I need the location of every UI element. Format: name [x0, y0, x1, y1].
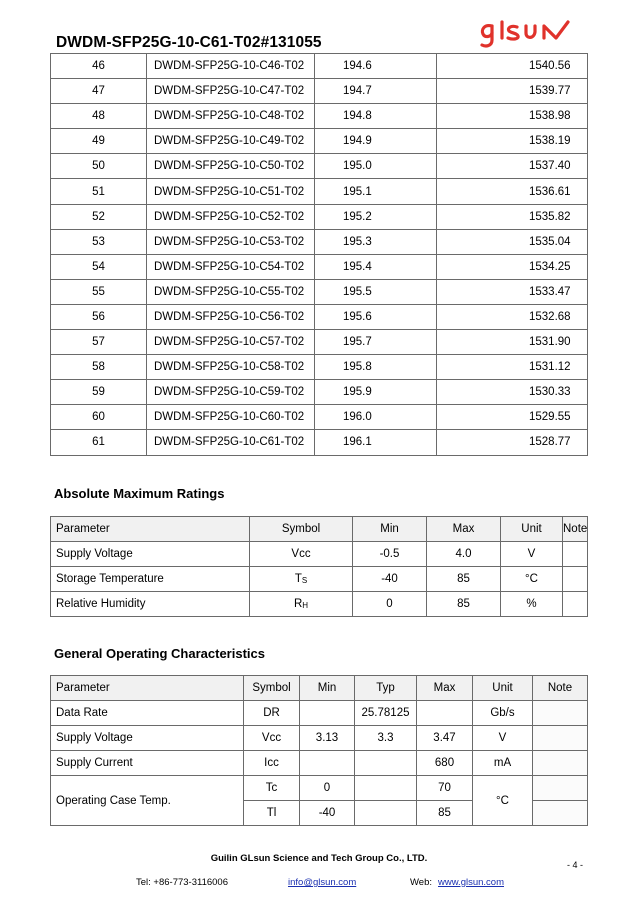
- symbol-text: T: [294, 573, 302, 585]
- part-number: DWDM-SFP25G-10-C53-T02: [147, 229, 315, 254]
- channel-number: 56: [51, 304, 147, 329]
- frequency-thz: 196.1: [315, 430, 437, 455]
- unit-cell: °C: [473, 776, 533, 826]
- frequency-thz: 195.6: [315, 304, 437, 329]
- symbol-cell: Tc: [244, 776, 300, 801]
- typ-cell: [355, 776, 417, 801]
- parameter-cell: Operating Case Temp.: [51, 776, 244, 826]
- symbol-cell: DR: [244, 701, 300, 726]
- website-link[interactable]: www.glsun.com: [438, 877, 504, 888]
- min-cell: [300, 751, 355, 776]
- channel-number: 61: [51, 430, 147, 455]
- symbol-text: Vcc: [291, 548, 311, 560]
- channel-number: 47: [51, 79, 147, 104]
- part-number: DWDM-SFP25G-10-C60-T02: [147, 405, 315, 430]
- goc-title: General Operating Characteristics: [54, 646, 265, 661]
- part-number: DWDM-SFP25G-10-C58-T02: [147, 355, 315, 380]
- parameter-cell: Data Rate: [51, 701, 244, 726]
- channel-row: [51, 330, 588, 355]
- column-header: Min: [353, 517, 427, 542]
- goc-header-row: [51, 676, 588, 701]
- symbol-cell: [250, 567, 353, 592]
- wavelength-nm: 1538.19: [437, 129, 588, 154]
- wavelength-nm: 1531.90: [437, 330, 588, 355]
- part-number: DWDM-SFP25G-10-C47-T02: [147, 79, 315, 104]
- goc-table: [50, 675, 588, 826]
- wavelength-nm: 1528.77: [437, 430, 588, 455]
- part-number: DWDM-SFP25G-10-C59-T02: [147, 380, 315, 405]
- channel-number: 52: [51, 204, 147, 229]
- goc-row: [51, 776, 588, 801]
- max-cell: 680: [417, 751, 473, 776]
- wavelength-nm: 1530.33: [437, 380, 588, 405]
- footer-tel: Tel: +86-773-3116006: [136, 877, 228, 888]
- abs-max-title: Absolute Maximum Ratings: [54, 486, 225, 501]
- note-cell: [533, 776, 588, 801]
- note-cell: [533, 751, 588, 776]
- part-number: DWDM-SFP25G-10-C50-T02: [147, 154, 315, 179]
- part-number: DWDM-SFP25G-10-C55-T02: [147, 279, 315, 304]
- wavelength-nm: 1536.61: [437, 179, 588, 204]
- document-title: DWDM-SFP25G-10-C61-T02#131055: [56, 34, 322, 51]
- part-number: DWDM-SFP25G-10-C56-T02: [147, 304, 315, 329]
- channel-number: 58: [51, 355, 147, 380]
- frequency-thz: 195.7: [315, 330, 437, 355]
- wavelength-nm: 1539.77: [437, 79, 588, 104]
- channel-row: [51, 430, 588, 455]
- column-header: Min: [300, 676, 355, 701]
- channel-number: 55: [51, 279, 147, 304]
- symbol-cell: [250, 542, 353, 567]
- channel-row: [51, 179, 588, 204]
- channel-number: 51: [51, 179, 147, 204]
- symbol-cell: Icc: [244, 751, 300, 776]
- footer-company: Guilin GLsun Science and Tech Group Co., LTD.: [210, 853, 428, 864]
- channel-number: 50: [51, 154, 147, 179]
- channel-row: [51, 304, 588, 329]
- unit-cell: °C: [501, 567, 563, 592]
- channel-number: 60: [51, 405, 147, 430]
- frequency-thz: 195.4: [315, 254, 437, 279]
- typ-cell: 25.78125: [355, 701, 417, 726]
- part-number: DWDM-SFP25G-10-C61-T02: [147, 430, 315, 455]
- column-header: Symbol: [250, 517, 353, 542]
- max-cell: 3.47: [417, 726, 473, 751]
- channel-row: [51, 254, 588, 279]
- goc-row: [51, 751, 588, 776]
- goc-row: [51, 726, 588, 751]
- abs-row: [51, 592, 588, 617]
- min-cell: 3.13: [300, 726, 355, 751]
- max-cell: 85: [417, 801, 473, 826]
- column-header: Max: [427, 517, 501, 542]
- wavelength-nm: 1534.25: [437, 254, 588, 279]
- part-number: DWDM-SFP25G-10-C46-T02: [147, 54, 315, 79]
- column-header: Parameter: [51, 517, 250, 542]
- channel-row: [51, 405, 588, 430]
- max-cell: [417, 701, 473, 726]
- part-number: DWDM-SFP25G-10-C51-T02: [147, 179, 315, 204]
- wavelength-nm: 1535.04: [437, 229, 588, 254]
- channel-row: [51, 79, 588, 104]
- symbol-subscript: S: [301, 576, 308, 585]
- frequency-thz: 195.2: [315, 204, 437, 229]
- unit-cell: %: [501, 592, 563, 617]
- max-cell: 4.0: [427, 542, 501, 567]
- column-header: Unit: [501, 517, 563, 542]
- note-cell: [563, 542, 588, 567]
- column-header: Symbol: [244, 676, 300, 701]
- note-cell: [563, 592, 588, 617]
- column-header: Max: [417, 676, 473, 701]
- channel-row: [51, 279, 588, 304]
- part-number: DWDM-SFP25G-10-C49-T02: [147, 129, 315, 154]
- unit-cell: mA: [473, 751, 533, 776]
- wavelength-nm: 1535.82: [437, 204, 588, 229]
- wavelength-nm: 1529.55: [437, 405, 588, 430]
- parameter-cell: Supply Voltage: [51, 726, 244, 751]
- wavelength-nm: 1540.56: [437, 54, 588, 79]
- wavelength-nm: 1532.68: [437, 304, 588, 329]
- wavelength-nm: 1531.12: [437, 355, 588, 380]
- min-cell: -40: [300, 801, 355, 826]
- min-cell: 0: [300, 776, 355, 801]
- channel-row: [51, 204, 588, 229]
- frequency-thz: 194.7: [315, 79, 437, 104]
- symbol-subscript: H: [302, 601, 309, 610]
- abs-row: [51, 567, 588, 592]
- note-cell: [563, 567, 588, 592]
- min-cell: 0: [353, 592, 427, 617]
- parameter-cell: Relative Humidity: [51, 592, 250, 617]
- parameter-cell: Storage Temperature: [51, 567, 250, 592]
- part-number: DWDM-SFP25G-10-C52-T02: [147, 204, 315, 229]
- typ-cell: 3.3: [355, 726, 417, 751]
- channel-number: 46: [51, 54, 147, 79]
- channel-number: 59: [51, 380, 147, 405]
- column-header: Typ: [355, 676, 417, 701]
- email-link[interactable]: info@glsun.com: [288, 877, 357, 888]
- max-cell: 85: [427, 567, 501, 592]
- frequency-thz: 195.0: [315, 154, 437, 179]
- max-cell: 85: [427, 592, 501, 617]
- channel-number: 49: [51, 129, 147, 154]
- note-cell: [533, 701, 588, 726]
- frequency-thz: 196.0: [315, 405, 437, 430]
- wavelength-nm: 1537.40: [437, 154, 588, 179]
- max-cell: 70: [417, 776, 473, 801]
- symbol-cell: [250, 592, 353, 617]
- abs-max-table: [50, 516, 588, 617]
- web-label: Web:: [410, 877, 433, 888]
- unit-cell: V: [473, 726, 533, 751]
- part-number: DWDM-SFP25G-10-C57-T02: [147, 330, 315, 355]
- column-header: Note: [533, 676, 588, 701]
- channel-row: [51, 129, 588, 154]
- unit-cell: Gb/s: [473, 701, 533, 726]
- frequency-thz: 195.5: [315, 279, 437, 304]
- min-cell: [300, 701, 355, 726]
- frequency-thz: 195.8: [315, 355, 437, 380]
- column-header: Parameter: [51, 676, 244, 701]
- typ-cell: [355, 801, 417, 826]
- parameter-cell: Supply Current: [51, 751, 244, 776]
- frequency-thz: 194.6: [315, 54, 437, 79]
- min-cell: -0.5: [353, 542, 427, 567]
- frequency-thz: 194.8: [315, 104, 437, 129]
- glsun-logo: [478, 18, 578, 50]
- note-cell: [533, 726, 588, 751]
- channel-row: [51, 54, 588, 79]
- channel-number: 53: [51, 229, 147, 254]
- channel-row: [51, 355, 588, 380]
- channel-row: [51, 229, 588, 254]
- symbol-cell: Tl: [244, 801, 300, 826]
- min-cell: -40: [353, 567, 427, 592]
- channel-row: [51, 380, 588, 405]
- frequency-thz: 194.9: [315, 129, 437, 154]
- part-number: DWDM-SFP25G-10-C48-T02: [147, 104, 315, 129]
- channel-table: [50, 53, 588, 456]
- frequency-thz: 195.9: [315, 380, 437, 405]
- note-cell: [533, 801, 588, 826]
- channel-row: [51, 104, 588, 129]
- wavelength-nm: 1538.98: [437, 104, 588, 129]
- symbol-cell: Vcc: [244, 726, 300, 751]
- page-number: - 4 -: [567, 860, 584, 870]
- column-header: Note: [563, 517, 588, 542]
- channel-row: [51, 154, 588, 179]
- frequency-thz: 195.1: [315, 179, 437, 204]
- abs-header-row: [51, 517, 588, 542]
- parameter-cell: Supply Voltage: [51, 542, 250, 567]
- symbol-text: R: [293, 598, 303, 610]
- frequency-thz: 195.3: [315, 229, 437, 254]
- channel-number: 54: [51, 254, 147, 279]
- column-header: Unit: [473, 676, 533, 701]
- part-number: DWDM-SFP25G-10-C54-T02: [147, 254, 315, 279]
- goc-row: [51, 701, 588, 726]
- unit-cell: V: [501, 542, 563, 567]
- abs-row: [51, 542, 588, 567]
- typ-cell: [355, 751, 417, 776]
- wavelength-nm: 1533.47: [437, 279, 588, 304]
- channel-number: 48: [51, 104, 147, 129]
- channel-number: 57: [51, 330, 147, 355]
